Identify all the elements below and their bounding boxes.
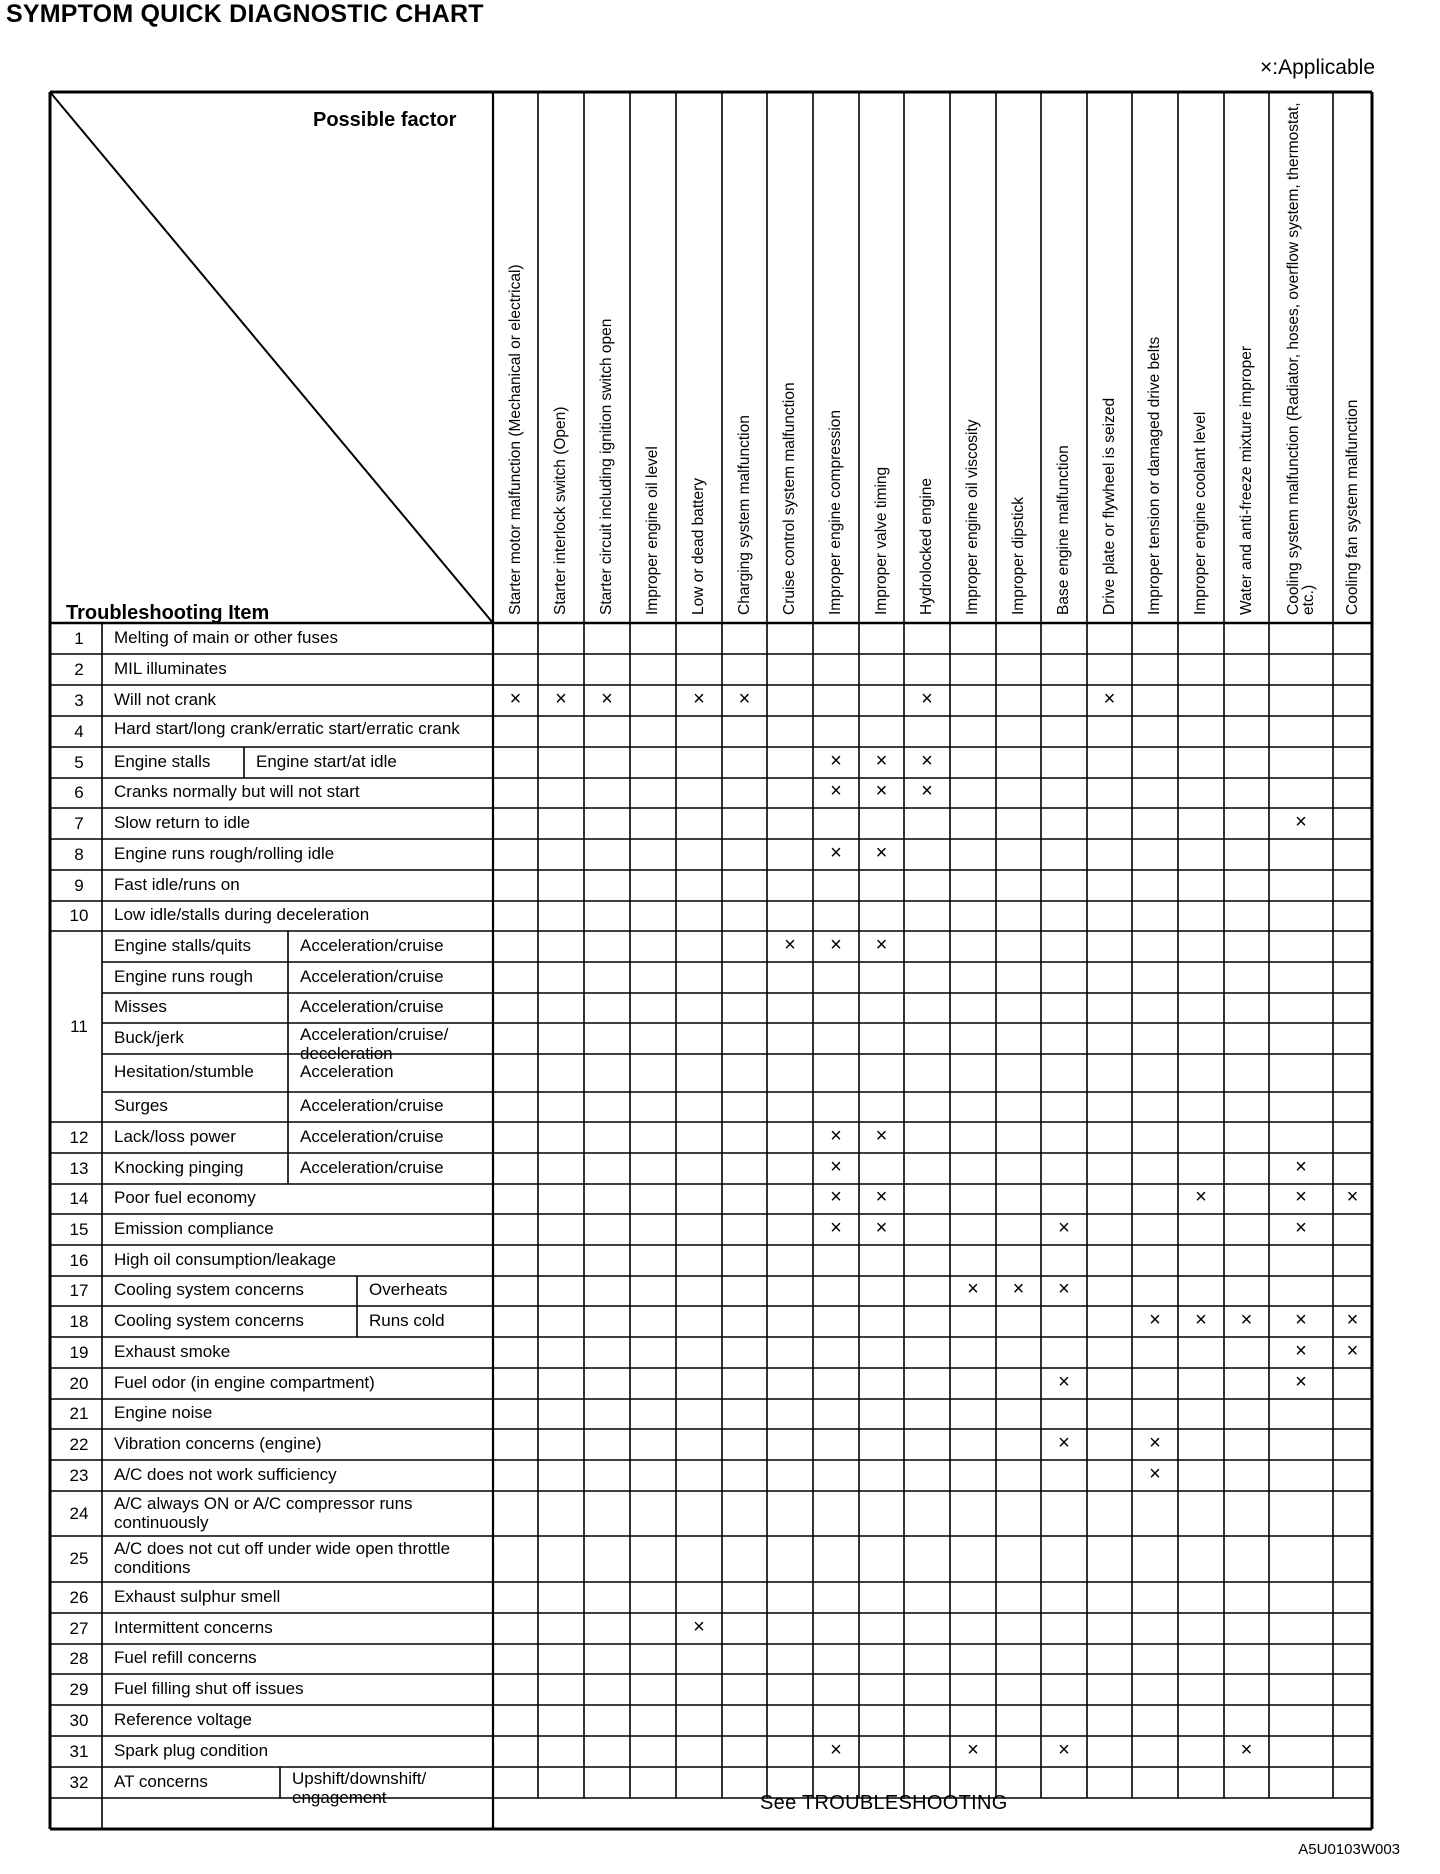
factor-header [538,95,584,615]
applicable-mark: × [784,933,796,956]
factor-header-text: Improper valve timing [872,466,890,615]
row-label: Knocking pinging [114,1157,244,1177]
row-number: 2 [74,659,84,679]
row-label: Exhaust sulphur smell [114,1586,281,1606]
applicable-mark: × [967,1738,979,1761]
factor-header [813,95,859,615]
row-number: 11 [70,1016,88,1036]
applicable-mark: × [875,1124,888,1147]
row-label: Engine stalls [114,751,211,771]
row-label: Lack/loss power [114,1126,236,1146]
applicable-mark: × [693,1615,705,1638]
applicable-mark: × [1295,1339,1307,1362]
row-number: 3 [74,690,84,710]
applicable-mark: × [875,1216,888,1239]
applicable-mark: × [1295,1216,1307,1239]
row-label: A/C does not cut off under wide open throttle conditions [114,1539,451,1577]
factor-header-text: Improper engine oil level [644,446,662,615]
factor-header-text: Starter motor malfunction (Mechanical or electrical) [506,264,524,615]
row-number: 22 [69,1434,89,1454]
applicable-mark: × [875,933,888,956]
applicable-mark: × [1295,810,1307,833]
page-title: SYMPTOM QUICK DIAGNOSTIC CHART [6,0,484,28]
possible-factor-label: Possible factor [313,109,457,131]
factor-header [493,95,538,615]
factor-header [767,95,813,615]
applicable-mark: × [1346,1186,1359,1208]
row-label: Misses [114,997,167,1016]
factor-header-text: Water and anti-freeze mixture improper [1237,345,1255,615]
row-label: Hard start/long crank/erratic start/erratic crank [114,719,460,738]
applicable-mark: × [875,780,888,802]
applicable-mark: × [1295,1308,1307,1331]
row-label: Melting of main or other fuses [114,627,338,647]
row-label: Poor fuel economy [114,1188,256,1207]
factor-header-text: Starter interlock switch (Open) [552,406,570,615]
applicable-mark: × [875,1186,888,1208]
applicable-legend: ×:Applicable [1260,56,1375,79]
row-label: Engine runs rough [114,966,253,986]
row-number: 31 [69,1741,89,1761]
applicable-mark: × [1058,1431,1070,1454]
row-number: 30 [69,1710,89,1730]
row-label: Low idle/stalls during deceleration [114,905,370,924]
factor-header-text: Improper engine oil viscosity [964,419,982,615]
row-label: A/C does not work sufficiency [114,1464,337,1484]
row-label: Surges [114,1096,168,1115]
factor-header-text: Hydrolocked engine [918,477,936,615]
applicable-mark: × [1240,1738,1253,1761]
factor-header [996,95,1041,615]
row-label: Exhaust smoke [114,1341,231,1361]
applicable-mark: × [830,933,842,956]
row-label: Engine noise [114,1403,213,1422]
applicable-mark: × [1346,1308,1359,1331]
row-label: Spark plug condition [114,1740,269,1760]
row-condition: Acceleration/cruise [300,1126,444,1146]
row-label: Cooling system concerns [114,1280,304,1299]
factor-header-text: Drive plate or flywheel is seized [1100,397,1118,615]
row-label: Fuel odor (in engine compartment) [114,1372,375,1392]
row-number: 9 [74,875,84,895]
factor-header [584,95,630,615]
row-number: 32 [69,1772,89,1792]
factor-header [1333,95,1372,615]
applicable-mark: × [1295,1155,1307,1178]
row-condition: Upshift/downshift/ engagement [292,1769,427,1807]
row-condition: Acceleration/cruise [300,997,444,1016]
row-number: 29 [69,1679,89,1699]
applicable-mark: × [1295,1370,1307,1393]
applicable-mark: × [830,1155,842,1178]
applicable-mark: × [1149,1431,1161,1454]
factor-header [1269,95,1333,615]
row-condition: Overheats [369,1280,448,1299]
applicable-mark: × [830,1186,842,1208]
row-number: 20 [69,1373,89,1393]
factor-header-text: Low or dead battery [690,477,708,615]
row-condition: Engine start/at idle [256,751,397,771]
factor-header-text: Improper dipstick [1009,496,1027,615]
applicable-mark: × [1012,1278,1025,1300]
row-number: 7 [74,813,84,833]
applicable-mark: × [830,1216,842,1239]
corner-diagonal [50,92,493,623]
row-label: Slow return to idle [114,812,251,832]
applicable-mark: × [1058,1370,1070,1393]
factor-header [630,95,676,615]
applicable-mark: × [1195,1308,1207,1331]
row-label: Hesitation/stumble [114,1062,254,1081]
row-label: Fuel filling shut off issues [114,1678,304,1698]
factor-header [904,95,950,615]
factor-header-text: Cruise control system malfunction [781,382,799,615]
applicable-mark: × [830,841,842,864]
row-label: Fuel refill concerns [114,1648,257,1667]
row-number: 18 [69,1311,89,1331]
factor-header [722,95,767,615]
factor-header-text: Base engine malfunction [1055,445,1073,615]
row-number: 4 [74,721,84,741]
row-label: Engine stalls/quits [114,935,252,955]
applicable-mark: × [875,841,888,864]
row-condition: Acceleration/cruise [300,1096,444,1115]
applicable-mark: × [1103,687,1116,710]
row-label: Emission compliance [114,1218,274,1238]
row-label: Vibration concerns (engine) [114,1433,322,1453]
applicable-mark: × [693,687,705,710]
applicable-mark: × [1058,1738,1070,1761]
applicable-mark: × [1149,1308,1161,1331]
see-troubleshooting-note: See TROUBLESHOOTING [760,1792,1008,1814]
factor-header-text: Improper engine coolant level [1192,411,1210,615]
factor-header [1178,95,1224,615]
row-label: Cranks normally but will not start [114,782,360,801]
row-number: 23 [69,1465,89,1485]
factor-header [1087,95,1132,615]
troubleshooting-item-label: Troubleshooting Item [66,602,270,624]
row-number: 27 [69,1618,89,1638]
applicable-mark: × [921,749,933,772]
row-label: Fast idle/runs on [114,874,240,894]
applicable-mark: × [1346,1339,1359,1362]
row-number: 16 [69,1250,89,1270]
row-label: Will not crank [114,689,217,709]
factor-header [1041,95,1087,615]
row-number: 14 [69,1189,89,1208]
applicable-mark: × [830,1124,842,1147]
applicable-mark: × [921,780,933,802]
row-number: 15 [69,1219,89,1239]
factor-header [1224,95,1269,615]
applicable-mark: × [830,749,842,772]
row-condition: Acceleration [300,1062,394,1081]
factor-header [950,95,996,615]
row-label: A/C always ON or A/C compressor runs continuously [114,1494,413,1532]
factor-header [859,95,904,615]
applicable-mark: × [1058,1278,1070,1300]
factor-header-text: Starter circuit including ignition switch open [598,318,616,615]
applicable-mark: × [1240,1308,1253,1331]
row-label: Cooling system concerns [114,1310,304,1330]
factor-header-text: Cooling fan system malfunction [1343,399,1361,615]
row-label: AT concerns [114,1771,208,1791]
row-label: Engine runs rough/rolling idle [114,843,335,863]
row-number: 24 [69,1503,89,1523]
factor-header-text: Improper tension or damaged drive belts [1146,336,1164,615]
applicable-mark: × [1195,1186,1207,1208]
row-number: 19 [69,1342,89,1362]
applicable-mark: × [830,1738,842,1761]
row-number: 10 [69,906,89,925]
row-number: 17 [69,1281,89,1300]
figure-code: A5U0103W003 [1298,1841,1400,1858]
row-label: High oil consumption/leakage [114,1249,337,1269]
applicable-mark: × [1295,1186,1307,1208]
row-number: 6 [74,783,84,802]
row-number: 26 [69,1587,89,1607]
applicable-mark: × [738,687,751,710]
factor-header [1132,95,1178,615]
factor-header-text: Improper engine compression [827,409,845,615]
row-condition: Acceleration/cruise [300,935,444,955]
row-number: 25 [69,1549,89,1568]
row-number: 28 [69,1649,89,1668]
row-label: Buck/jerk [114,1027,184,1047]
row-number: 12 [69,1127,89,1147]
applicable-mark: × [555,687,567,710]
row-number: 5 [74,752,84,772]
applicable-mark: × [967,1278,979,1300]
row-label: MIL illuminates [114,658,227,678]
row-label: Reference voltage [114,1709,252,1729]
row-number: 13 [69,1158,89,1178]
factor-header-text: Cooling system malfunction (Radiator, hoses, overflow system, thermostat, etc.) [1284,102,1317,615]
row-condition: Acceleration/cruise [300,966,444,986]
applicable-mark: × [921,687,933,710]
row-condition: Acceleration/cruise/ deceleration [300,1025,449,1063]
row-condition: Runs cold [369,1310,445,1330]
row-number: 1 [74,628,84,648]
row-number: 21 [69,1404,89,1423]
factor-header [676,95,722,615]
applicable-mark: × [509,687,522,710]
row-number: 8 [74,844,84,864]
applicable-mark: × [1149,1462,1161,1485]
applicable-mark: × [601,687,613,710]
row-label: Intermittent concerns [114,1617,273,1637]
applicable-mark: × [830,780,842,802]
row-condition: Acceleration/cruise [300,1157,444,1177]
factor-header-text: Charging system malfunction [735,415,753,615]
applicable-mark: × [1058,1216,1070,1239]
applicable-mark: × [875,749,888,772]
